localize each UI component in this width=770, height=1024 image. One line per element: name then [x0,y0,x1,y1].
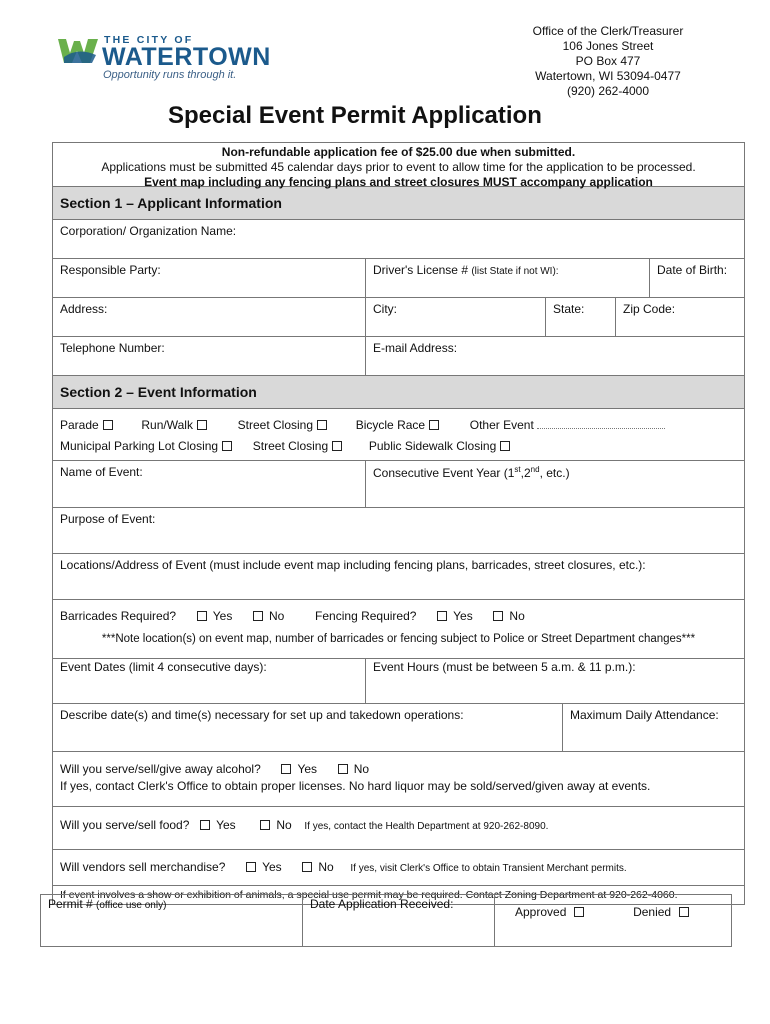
alcohol-no-label: No [353,762,370,776]
runwalk-checkbox[interactable] [197,420,207,430]
office-address [508,24,708,99]
option-street-closing-2[interactable] [253,439,342,453]
logo-name: WATERTOWN [102,43,271,71]
barricades-yes-label: Yes [212,609,233,623]
vendors-no-checkbox[interactable] [302,862,312,872]
food-note: If yes, contact the Health Department at 920-262-8090. [304,821,549,832]
consecutive-sup1: st [514,465,521,474]
license-field[interactable] [366,259,650,297]
parking-label: Municipal Parking Lot Closing [60,439,219,453]
event-type-row [53,409,744,461]
approved-label: Approved [515,905,567,919]
event-name-label: Name of Event: [60,465,143,479]
bicycle-checkbox[interactable] [429,420,439,430]
consecutive-year-field[interactable] [366,461,744,507]
food-question: Will you serve/sell food? [60,818,190,832]
logo-tagline: Opportunity runs through it. [103,69,237,81]
runwalk-label: Run/Walk [141,418,193,432]
org-field[interactable] [53,220,744,258]
alcohol-no-checkbox[interactable] [338,764,348,774]
office-line: (920) 262-4000 [566,84,650,98]
dob-label: Date of Birth: [657,263,728,277]
option-other-event[interactable] [470,418,665,432]
animals-note: If event involves a show or exhibition of animals, a special use permit may be required. Contact Zoning Department at 920-262-4060. [60,889,678,901]
food-yes-label: Yes [216,818,236,832]
vendors-box [53,850,744,885]
deadline-notice: Applications must be submitted 45 calendar days prior to event to allow time for the application to be processed. [101,160,696,174]
alcohol-row [53,752,744,807]
license-note: (list State if not WI): [471,266,559,277]
date-received-field[interactable] [303,895,495,946]
fencing-no-label: No [509,609,525,623]
sidewalk-checkbox[interactable] [500,441,510,451]
approved-checkbox[interactable] [574,907,584,917]
food-box [53,807,744,849]
consecutive-sup2: nd [530,465,540,474]
dates-row [53,659,744,704]
alcohol-question: Will you serve/sell/give away alcohol? [60,762,261,776]
event-type-line1 [60,415,737,436]
alcohol-yes-label: Yes [297,762,318,776]
fencing-label: Fencing Required? [315,609,417,623]
other-event-label: Other Event [469,418,534,432]
option-street-closing[interactable] [238,418,327,432]
state-label: State: [553,302,585,316]
office-line: PO Box 477 [575,54,641,68]
denied-label: Denied [633,905,672,919]
email-field[interactable] [366,337,744,375]
vendors-note: If yes, visit Clerk's Office to obtain Transient Merchant permits. [350,863,627,874]
barricades-label: Barricades Required? [60,609,177,623]
event-name-field[interactable] [53,461,366,507]
city-field[interactable] [366,298,546,336]
locations-field[interactable] [53,554,744,599]
office-line: Watertown, WI 53094-0477 [535,69,681,83]
responsible-label: Responsible Party: [60,263,161,277]
logo-top-text: THE CITY OF [104,34,194,46]
alcohol-line [60,762,737,776]
office-use-table [40,894,732,947]
food-no-label: No [276,818,292,832]
alcohol-box [53,752,744,806]
street-closing-2-checkbox[interactable] [332,441,342,451]
map-notice: Event map including any fencing plans and street closures MUST accompany application [144,175,653,189]
event-hours-field[interactable] [366,659,744,703]
fencing-yes-checkbox[interactable] [437,611,447,621]
street-closing-2-label: Street Closing [252,439,329,453]
purpose-row [53,508,744,554]
phone-row [53,337,744,376]
event-type-options [53,409,744,460]
locations-row [53,554,744,600]
option-runwalk[interactable] [141,418,207,432]
permit-number-field[interactable] [41,895,303,946]
zip-field[interactable] [616,298,744,336]
email-label: E-mail Address: [373,341,458,355]
address-field[interactable] [53,298,366,336]
event-type-line2 [60,436,737,457]
dob-field[interactable] [650,259,744,297]
application-form [52,142,745,905]
org-label: Corporation/ Organization Name: [60,224,237,238]
setup-label: Describe date(s) and time(s) necessary for set up and takedown operations: [60,708,464,722]
event-dates-label: Event Dates (limit 4 consecutive days): [60,660,267,674]
food-no-checkbox[interactable] [260,820,270,830]
barricades-line [60,609,737,623]
barricades-no-label: No [269,609,285,623]
parade-label: Parade [60,418,99,432]
barricades-fencing-box [53,600,744,658]
attendance-label: Maximum Daily Attendance: [570,708,719,722]
street-closing-checkbox[interactable] [317,420,327,430]
office-line: Office of the Clerk/Treasurer [532,24,684,38]
option-sidewalk[interactable] [369,439,510,453]
denied-checkbox[interactable] [679,907,689,917]
section2-heading: Section 2 – Event Information [53,376,744,409]
vendors-yes-checkbox[interactable] [246,862,256,872]
address-row [53,298,744,337]
consecutive-text-a: Consecutive Event Year (1 [373,466,515,480]
setup-field[interactable] [53,704,563,751]
vendors-yes-label: Yes [262,860,282,874]
approval-box [495,895,731,946]
option-parking-lot[interactable] [60,439,232,453]
license-label: Driver's License # [373,263,472,277]
consecutive-text-b: ,2 [520,466,531,480]
office-line: 106 Jones Street [562,39,654,53]
bicycle-label: Bicycle Race [355,418,426,432]
attendance-field[interactable] [563,704,744,751]
city-logo-icon [56,35,100,67]
option-parade[interactable] [60,418,113,432]
parking-checkbox[interactable] [222,441,232,451]
permit-note: (office use only) [96,900,167,911]
phone-field[interactable] [53,337,366,375]
org-row [53,220,744,259]
vendors-no-label: No [318,860,334,874]
barricades-no-checkbox[interactable] [253,611,263,621]
fencing-yes-label: Yes [453,609,473,623]
street-closing-label: Street Closing [237,418,314,432]
notice-box [53,143,744,187]
page-title: Special Event Permit Application [168,102,542,129]
alcohol-yes-checkbox[interactable] [281,764,291,774]
date-received-label: Date Application Received: [310,897,454,911]
event-hours-label: Event Hours (must be between 5 a.m. & 11 p.m.): [373,660,636,674]
barricades-yes-checkbox[interactable] [197,611,207,621]
food-row [53,807,744,850]
purpose-field[interactable] [53,508,744,553]
parade-checkbox[interactable] [103,420,113,430]
barricades-note: ***Note location(s) on event map, number of barricades or fencing subject to Police or Street Department changes*** [101,633,696,645]
consecutive-text-c: , etc.) [539,466,570,480]
event-name-row [53,461,744,508]
phone-label: Telephone Number: [60,341,165,355]
responsible-row [53,259,744,298]
responsible-field[interactable] [53,259,366,297]
consecutive-year-label [373,466,570,480]
permit-label: Permit # [48,897,97,911]
address-label: Address: [60,302,108,316]
barricades-row [53,600,744,659]
food-yes-checkbox[interactable] [200,820,210,830]
section1-heading: Section 1 – Applicant Information [53,187,744,220]
sidewalk-label: Public Sidewalk Closing [368,439,497,453]
setup-row [53,704,744,752]
option-bicycle-race[interactable] [356,418,439,432]
purpose-label: Purpose of Event: [60,512,156,526]
other-event-blank[interactable] [537,428,665,429]
city-label: City: [373,302,397,316]
locations-label: Locations/Address of Event (must include event map including fencing plans, barricades, street closures, etc.): [60,558,646,572]
fee-notice: Non-refundable application fee of $25.00 due when submitted. [221,145,576,159]
zip-label: Zip Code: [623,302,676,316]
fencing-no-checkbox[interactable] [493,611,503,621]
vendors-question: Will vendors sell merchandise? [60,860,226,874]
event-dates-field[interactable] [53,659,366,703]
alcohol-note: If yes, contact Clerk's Office to obtain proper licenses. No hard liquor may be sold/served/given away at events. [60,779,651,793]
vendors-row [53,850,744,886]
state-field[interactable] [546,298,616,336]
